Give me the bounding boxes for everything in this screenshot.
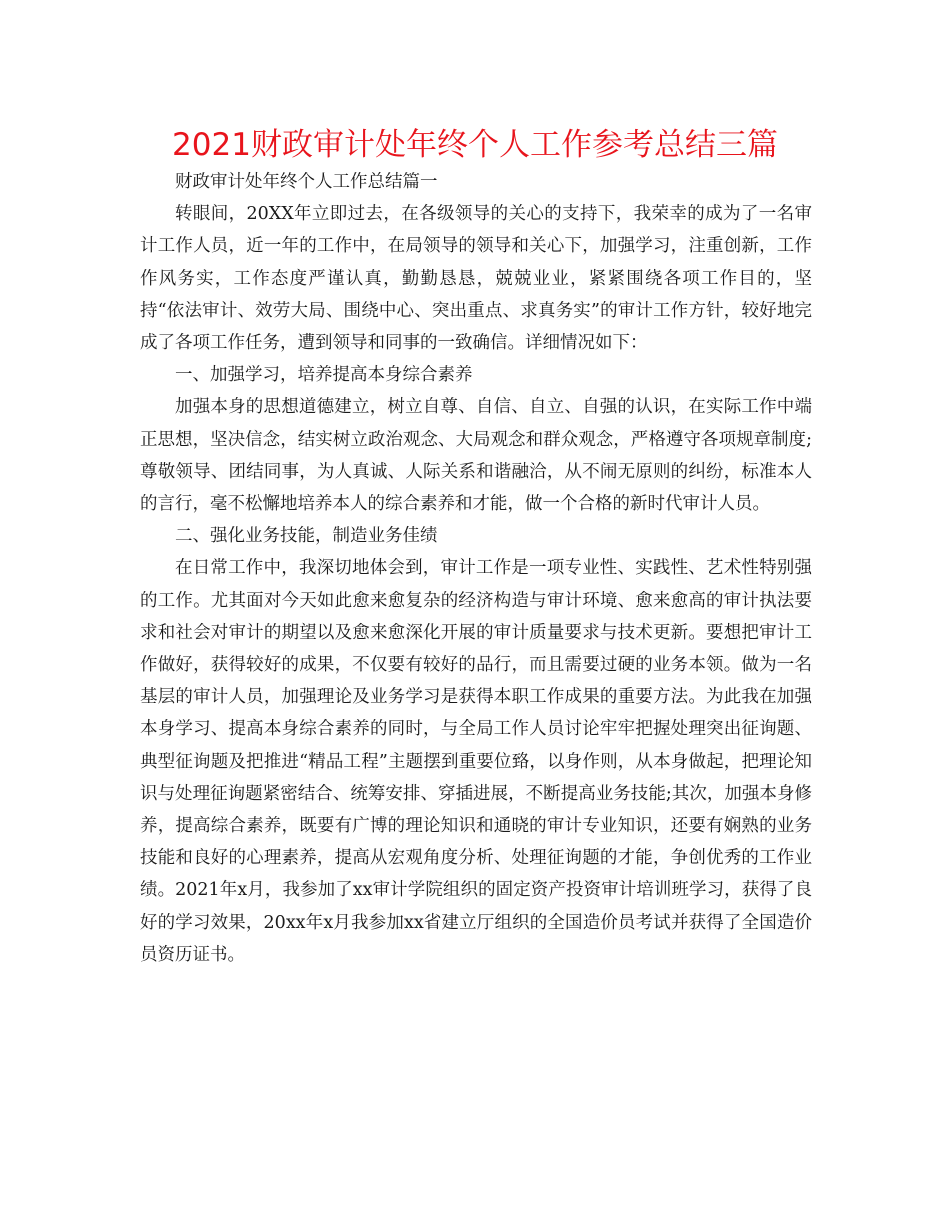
paragraph: 在日常工作中，我深切地体会到，审计工作是一项专业性、实践性、艺术性特别强的工作。尤其面对今天如此愈来愈复杂的经济构造与审计环境、愈来愈高的审计执法要求和社会对审计的期望以及愈来愈深化开展的审计质量要求与技术更新。要想把审计工作做好，获得较好的成果，不仅要有较好的品行，而且需要过硬的业务本领。做为一名基层的审计人员，加强理论及业务学习是获得本职工作成果的重要方法。为此我在加强本身学习、提高本身综合素养的同时，与全局工作人员讨论牢牢把握处理突出征询题、典型征询题及把推进“精品工程”主题摆到重要位臵，以身作则，从本身做起，把理论知识与处理征询题紧密结合、统筹安排、穿插进展，不断提高业务技能;其次，加强本身修养，提高综合素养，既要有广博的理论知识和通晓的审计专业知识，还要有娴熟的业务技能和良好的心理素养，提高从宏观角度分析、处理征询题的才能，争创优秀的工作业绩。2021年x月，我参加了xx审计学院组织的固定资产投资审计培训班学习，获得了良好的学习效果，20xx年x月我参加xx省建立厅组织的全国造价员考试并获得了全国造价员资历证书。 [140, 558, 812, 965]
paragraph: 加强本身的思想道德建立，树立自尊、自信、自立、自强的认识，在实际工作中端正思想，坚决信念，结实树立政治观念、大局观念和群众观念，严格遵守各项规章制度;尊敬领导、团结同事，为人真诚、人际关系和谐融洽，从不闹无原则的纠纷，标准本人的言行，毫不松懈地培养本人的综合素养和才能，做一个合格的新时代审计人员。 [140, 397, 812, 515]
section-heading: 二、强化业务技能，制造业务佳绩 [175, 526, 438, 547]
document-title: 2021财政审计处年终个人工作参考总结三篇 [172, 127, 778, 163]
document-body [140, 166, 812, 971]
paragraph: 转眼间，20XX年立即过去，在各级领导的关心的支持下，我荣幸的成为了一名审计工作人员，近一年的工作中，在局领导的领导和关心下，加强学习，注重创新，工作作风务实，工作态度严谨认真，勤勤恳恳，兢兢业业，紧紧围绕各项工作目的，坚持“依法审计、效劳大局、围绕中心、突出重点、求真务实”的审计工作方针，较好地完成了各项工作任务，遭到领导和同事的一致确信。详细情况如下： [140, 204, 812, 354]
section-heading: 一、加强学习，培养提高本身综合素养 [175, 365, 473, 386]
section-heading: 财政审计处年终个人工作总结篇一 [175, 172, 438, 192]
